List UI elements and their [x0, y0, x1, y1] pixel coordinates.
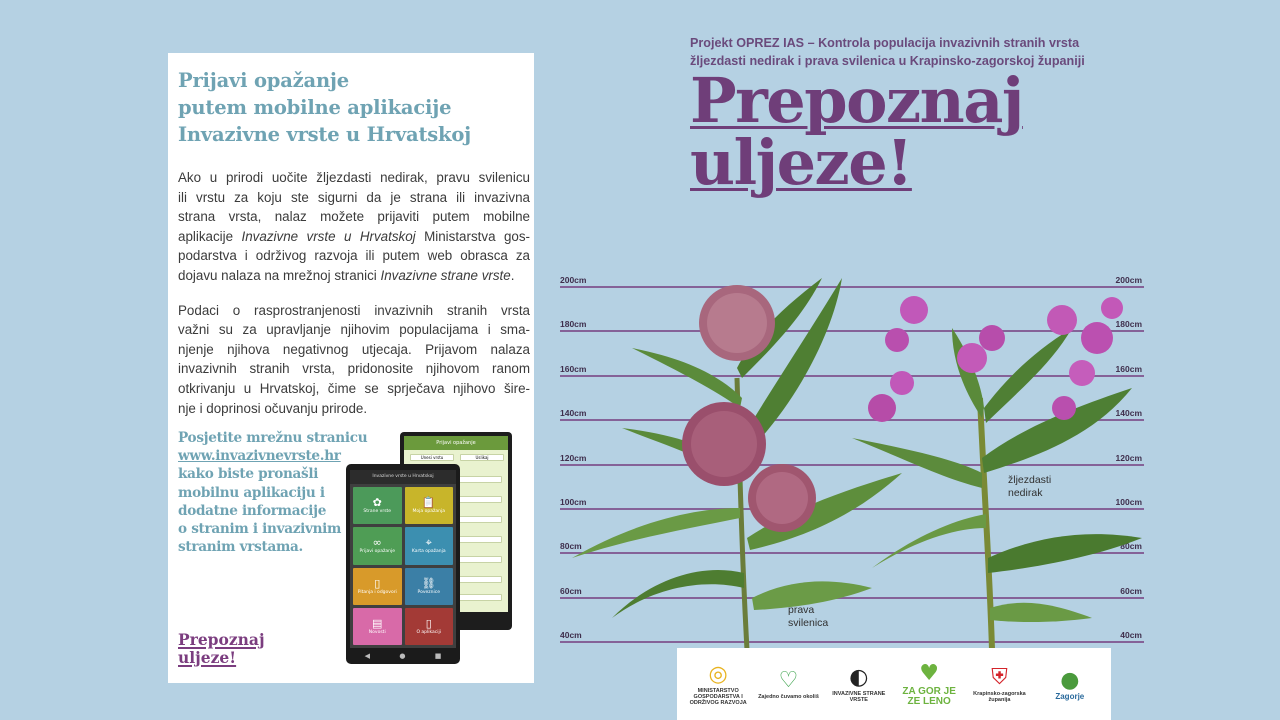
phone-screen [350, 470, 456, 660]
text-line: strana vrsta, nalaz možete prijaviti putem mobilne [178, 209, 530, 225]
logo-text: MINISTARSTVO GOSPODARSTVA I ODRŽIVOG RAZVOJA [689, 688, 747, 706]
app-menu-tile [353, 608, 402, 645]
phone-mockup-app-menu [346, 464, 460, 664]
visit-line: dodatne informacije [178, 502, 327, 519]
scale-label: 120cm [560, 452, 587, 463]
scale-label: 200cm [1115, 275, 1142, 285]
logo-mark: ◐ [849, 665, 869, 690]
app-menu-tile [405, 568, 454, 605]
visit-line: stranim vrstama. [178, 539, 303, 556]
app-menu-tile-label: Novosti [368, 629, 386, 635]
website-link[interactable]: www.invazivnevrste.hr [178, 448, 341, 465]
phone-button: Unesi vrstu [410, 454, 454, 461]
app-menu-tile-label: Strane vrste [363, 509, 392, 515]
app-menu-tile [353, 487, 402, 524]
project-line: Projekt OPREZ IAS – Kontrola populacija invazivnih stranih vrsta [690, 36, 1080, 50]
back-icon: ◀ [364, 652, 371, 660]
scale-label: 40cm [560, 630, 582, 641]
ministry-logo [687, 654, 749, 714]
text-line: dojavu nalaza na mrežnoj stranici Invazivne strane vrste. [178, 267, 515, 283]
app-menu-tile-label: Karta opažanja [411, 549, 446, 555]
scale-label: 140cm [560, 408, 587, 419]
zagorje-zeleno-logo [898, 654, 960, 714]
visit-line: mobilnu aplikaciju i [178, 484, 325, 501]
clipboard-icon: 📋 [421, 496, 436, 510]
site-name: Invazivne strane vrste [380, 267, 511, 283]
logo-text: Krapinsko-zagorska županija [973, 691, 1026, 703]
map-pin-icon: ⌖ [425, 536, 432, 550]
text-line: Podaci o rasprostranjenosti invazivnih stranih vrsta [178, 302, 530, 318]
app-menu-tile-label: Pitanja i odgovori [357, 589, 397, 595]
logo-mark: ⛨ [991, 665, 1008, 690]
plant-illustration [552, 258, 1152, 650]
milkweed-label-line: prava [788, 604, 815, 616]
milkweed-label-line: svilenica [788, 617, 829, 629]
visit-line: kako biste pronašli [178, 466, 319, 483]
card-title [178, 67, 528, 148]
logo-text: ZA GOR JE ZE LENO [902, 686, 956, 707]
phone-nav-bar [350, 650, 456, 662]
project-line: žljezdasti nedirak i prava svilenica u Krapinsko-zagorskoj županiji [690, 53, 1085, 68]
mini-logo-line: uljeze! [178, 648, 237, 667]
app-menu-tile [405, 608, 454, 645]
scale-label: 180cm [560, 319, 587, 330]
recents-icon: ■ [434, 652, 442, 660]
scale-label: 80cm [1120, 541, 1142, 552]
app-menu-tile [353, 527, 402, 564]
home-icon: ● [399, 652, 406, 660]
text-line: podarstva i održivog razvoja ili putem web obrasca za [178, 248, 530, 264]
phone-button: Uslikaj [460, 454, 504, 461]
text-line: njenje njihova negativnog utjecaja. Prijavom nalaza [178, 341, 530, 357]
text-line: nje i doprinosi očuvanju prirode. [178, 400, 368, 416]
flower-icon: ✿ [372, 496, 382, 510]
scale-label: 60cm [1120, 585, 1142, 596]
card-title-line: putem mobilne aplikacije [178, 96, 452, 119]
text-line: invazivnih stranih vrsta, pridonosite njihovom ranom [178, 361, 530, 377]
milkweed-label [788, 604, 828, 630]
scale-label: 180cm [1115, 319, 1142, 330]
link-icon: ⛓ [421, 576, 436, 590]
partner-logos [677, 648, 1111, 720]
logo-text: Zagorje [1055, 692, 1085, 701]
zagorje-logo [1039, 654, 1101, 714]
scale-label: 160cm [560, 363, 587, 374]
app-menu-tile [353, 568, 402, 605]
balsam-plant [852, 296, 1142, 650]
text-line: važni su za upravljanje njihovim populacijama i sma- [178, 322, 530, 338]
scale-label: 200cm [560, 275, 587, 285]
scale-label: 160cm [1115, 363, 1142, 374]
visit-line: Posjetite mrežnu stranicu [178, 430, 368, 446]
visit-line: o stranim i invazivnim [178, 521, 342, 538]
app-menu-tile-label: Moja opažanja [412, 509, 445, 515]
scale-label: 120cm [1115, 452, 1142, 463]
app-name: Invazivne vrste u Hrvatskoj [241, 228, 416, 244]
headline [690, 64, 1023, 199]
logo-mark: ♥ [919, 661, 939, 686]
app-menu-tile [405, 487, 454, 524]
scale-label: 100cm [560, 497, 587, 507]
paragraph-report [178, 168, 530, 286]
scale-label: 80cm [560, 541, 582, 552]
logo-text: INVAZIVNE STRANE VRSTE [832, 691, 886, 703]
text-line: Ako u prirodi uočite žljezdasti nedirak, pravu svilenicu [178, 170, 530, 185]
scale-label: 40cm [1120, 630, 1142, 641]
text-line: otkrivanju u Hrvatskoj, čime se sprječava njihovo šire- [178, 380, 530, 396]
headline-line: uljeze! [690, 126, 912, 199]
app-menu-tile [405, 527, 454, 564]
app-menu-tile-label: Poveznice [417, 589, 440, 595]
logo-mark: ● [1060, 668, 1080, 693]
zajedno-cuvamo-okolis-logo [757, 654, 819, 714]
card-title-line: Invazivne vrste u Hrvatskoj [178, 123, 472, 146]
news-icon: ▤ [372, 616, 383, 630]
headline-line: Prepoznaj [690, 64, 1023, 137]
app-menu-tile-label: O aplikaciji [416, 629, 442, 635]
logo-text: Zajedno čuvamo okoliš [758, 694, 819, 700]
text-line: ili vrstu za koju ste sigurni da je strana ili invazivna [178, 189, 530, 205]
invazivne-strane-vrste-logo [828, 654, 890, 714]
campaign-logo-small [178, 631, 265, 667]
milkweed-plant [572, 278, 902, 650]
phone-icon: ▯ [374, 576, 381, 590]
balsam-label [1008, 474, 1051, 500]
scale-label: 140cm [1115, 408, 1142, 419]
scale-label: 60cm [560, 585, 582, 596]
paragraph-importance [178, 301, 530, 419]
card-body [178, 168, 530, 433]
phone-header: Invazivne vrste u Hrvatskoj [350, 470, 456, 484]
text-line: aplikacije Invazivne vrste u Hrvatskoj Ministarstva gos- [178, 228, 530, 244]
logo-mark: ♡ [778, 668, 799, 693]
app-menu-tile-label: Prijavi opažanje [359, 549, 395, 555]
app-menu-grid [353, 487, 453, 645]
balsam-label-line: nedirak [1008, 487, 1043, 499]
info-card [168, 53, 534, 683]
balsam-label-line: žljezdasti [1008, 474, 1052, 486]
binoculars-icon: ∞ [372, 536, 382, 550]
logo-mark: ◎ [708, 662, 728, 687]
mini-logo-line: Prepoznaj [178, 630, 265, 649]
info-phone-icon: ▯ [425, 616, 432, 630]
scale-label: 100cm [1115, 497, 1142, 507]
card-title-line: Prijavi opažanje [178, 69, 349, 92]
phone-header: Prijavi opažanje [404, 436, 508, 450]
krapinsko-zagorska-zupanija-logo [968, 654, 1030, 714]
